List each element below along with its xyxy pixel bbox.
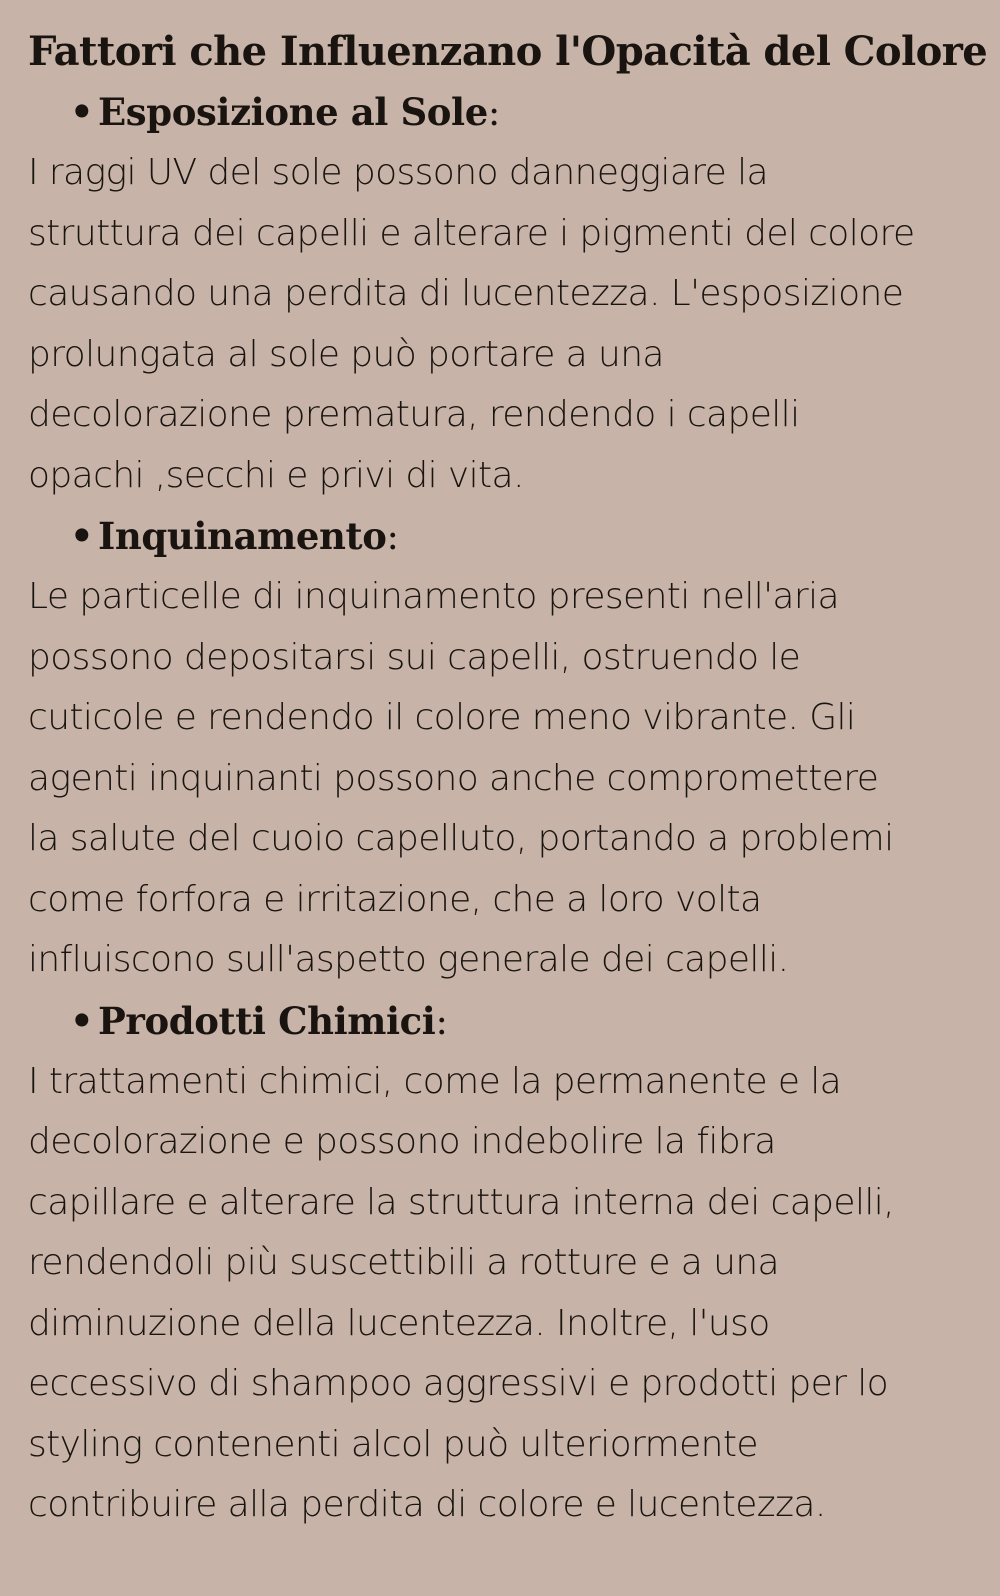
section-heading-text: Prodotti Chimici	[98, 998, 436, 1043]
section-heading	[28, 506, 972, 567]
text-line: agenti inquinanti possono anche compromettere	[28, 757, 879, 799]
text-line: opachi ,secchi e privi di vita.	[28, 454, 524, 496]
text-line: cuticole e rendendo il colore meno vibrante. Gli	[28, 697, 856, 738]
text-line: I raggi UV del sole possono danneggiare la	[28, 152, 768, 193]
section-heading-text: Esposizione al Sole	[98, 90, 488, 134]
text-line: struttura dei capelli e alterare i pigmenti del colore	[28, 212, 915, 254]
text-line: styling contenenti alcol può ulteriormente	[28, 1423, 758, 1465]
page-title: Fattori che Influenzano l'Opacità del Colore	[28, 28, 988, 75]
section-body	[28, 1052, 972, 1536]
text-line: contribuire alla perdita di colore e lucentezza.	[28, 1484, 826, 1525]
heading-colon: :	[487, 91, 500, 134]
section-pollution	[28, 506, 972, 991]
bullet-icon: •	[70, 998, 94, 1043]
section-heading	[28, 82, 972, 143]
text-line: Le particelle di inquinamento presenti nell'aria	[28, 576, 839, 617]
section-body	[28, 567, 972, 991]
section-sun-exposure	[28, 82, 972, 506]
text-line: la salute del cuoio capelluto, portando a problemi	[28, 818, 894, 859]
text-line: capillare e alterare la struttura interna dei capelli,	[28, 1181, 895, 1223]
text-line: rendendoli più suscettibili a rotture e a una	[28, 1242, 780, 1283]
text-line: come forfora e irritazione, che a loro volta	[28, 878, 762, 920]
text-line: decolorazione prematura, rendendo i capelli	[28, 394, 800, 435]
section-heading-text: Inquinamento	[98, 514, 387, 558]
heading-colon: :	[386, 515, 399, 558]
text-line: influiscono sull'aspetto generale dei capelli.	[28, 939, 789, 980]
section-heading	[28, 991, 972, 1052]
heading-colon: :	[435, 999, 448, 1043]
text-line: decolorazione e possono indebolire la fibra	[28, 1121, 776, 1162]
section-chemical-products	[28, 991, 972, 1536]
text-line: causando una perdita di lucentezza. L'esposizione	[28, 273, 904, 314]
bullet-icon: •	[70, 90, 94, 134]
text-line: prolungata al sole può portare a una	[28, 333, 664, 375]
text-line: possono depositarsi sui capelli, ostruendo le	[28, 636, 801, 678]
bullet-icon: •	[70, 514, 94, 558]
text-line: diminuzione della lucentezza. Inoltre, l'uso	[28, 1302, 770, 1344]
text-line: eccessivo di shampoo aggressivi e prodotti per lo	[28, 1363, 889, 1404]
text-line: I trattamenti chimici, come la permanente e la	[28, 1060, 842, 1102]
section-body	[28, 143, 972, 506]
